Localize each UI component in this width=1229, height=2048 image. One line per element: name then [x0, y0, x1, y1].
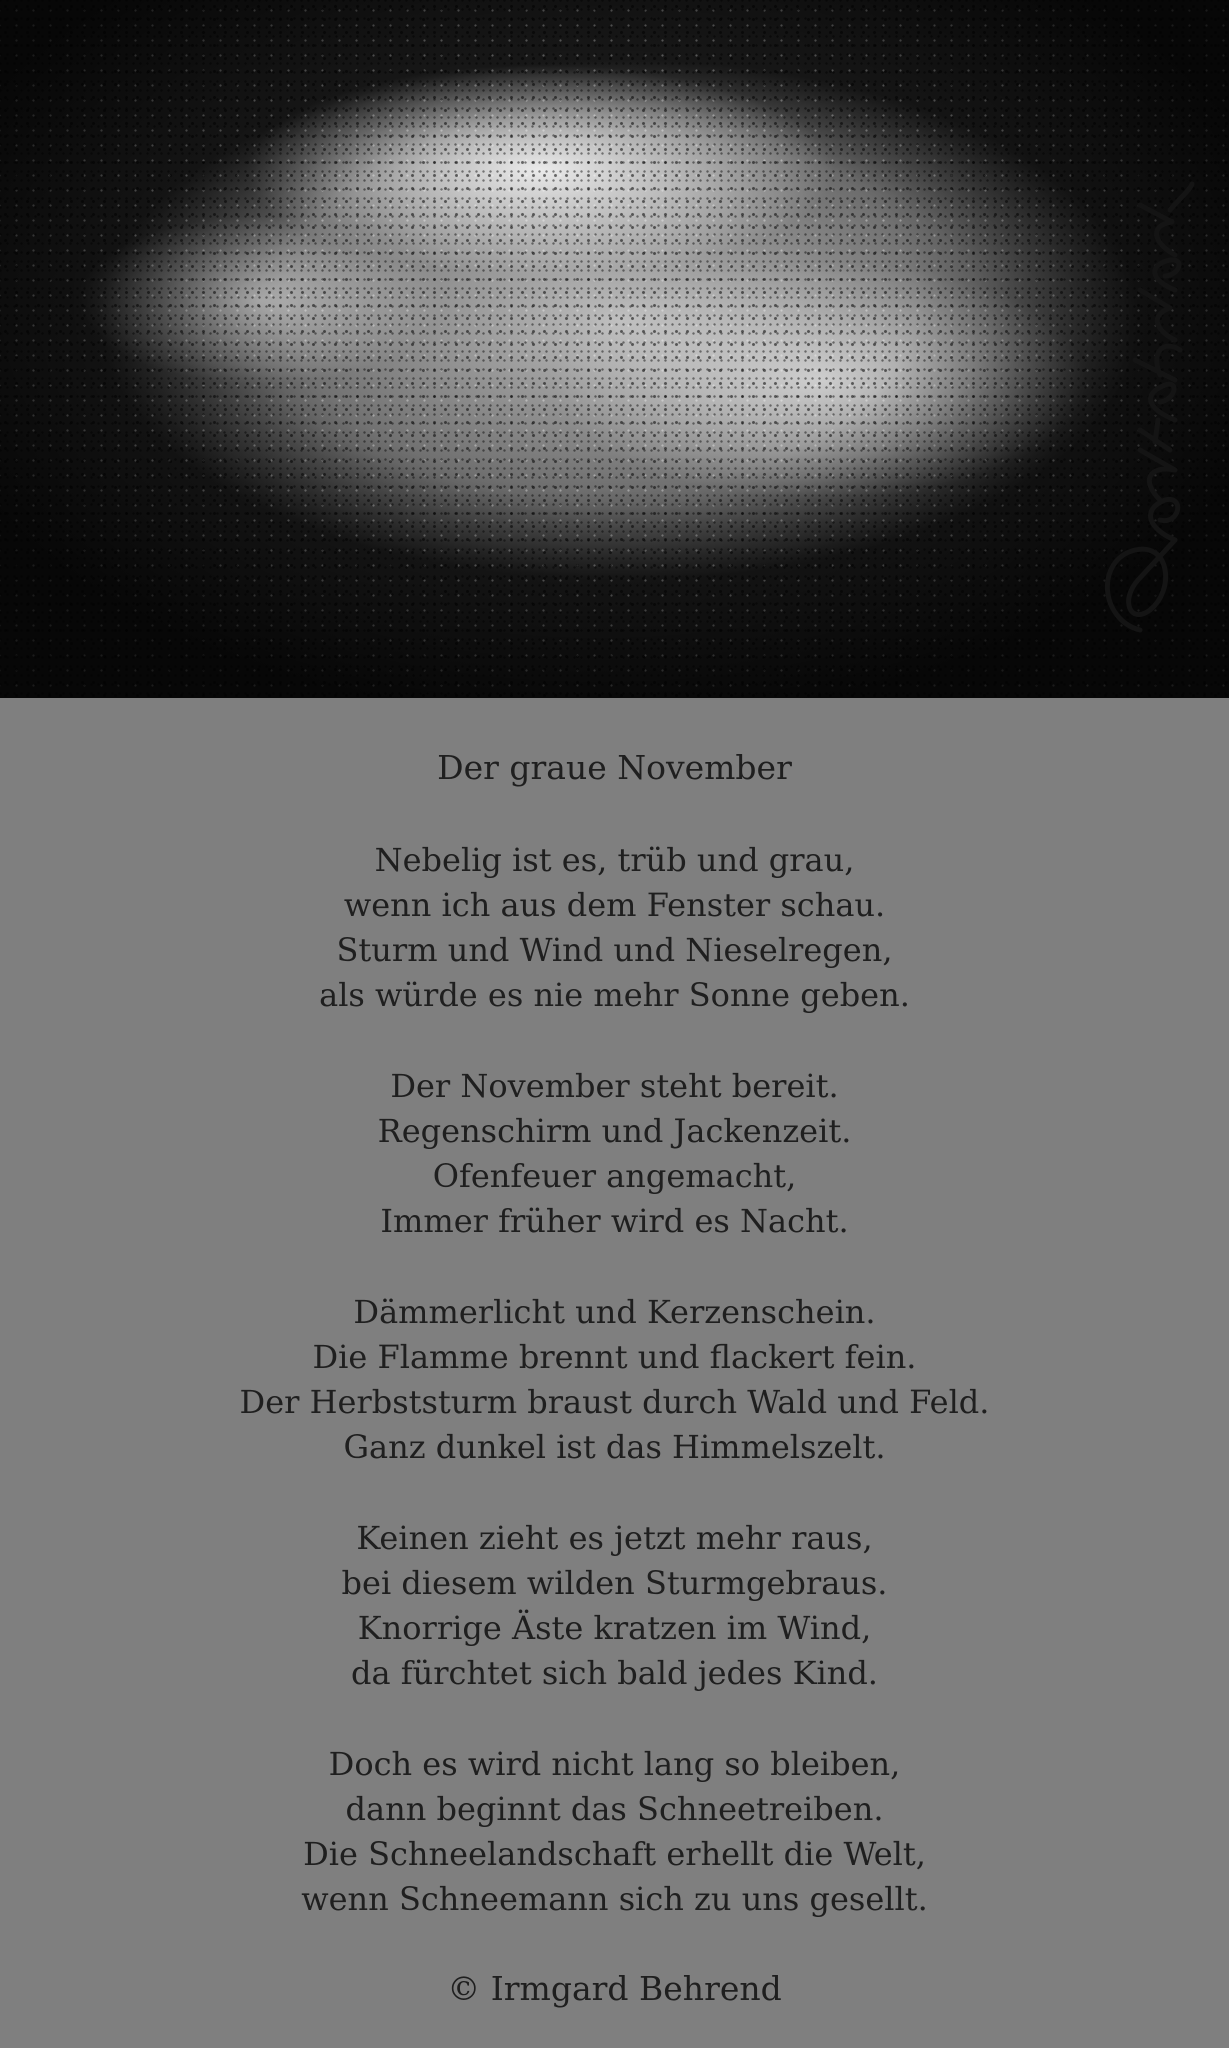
poem-line: Immer früher wird es Nacht. — [380, 1202, 849, 1240]
poem-line: Die Flamme brennt und flackert fein. — [312, 1338, 917, 1376]
poem-line: Knorrige Äste kratzen im Wind, — [357, 1609, 872, 1647]
poem-title: Der graue November — [437, 748, 792, 787]
stanza-2 — [0, 1064, 1229, 1244]
photo-vignette — [0, 0, 1229, 698]
poem-line: Ofenfeuer angemacht, — [432, 1157, 797, 1195]
signature-text: Gedichtezauber — [1080, 180, 1087, 181]
poem-line: Keinen zieht es jetzt mehr raus, — [356, 1519, 873, 1557]
signature-watermark — [1080, 180, 1200, 640]
poem-line: dann beginnt das Schneetreiben. — [345, 1790, 884, 1828]
stanza-4 — [0, 1516, 1229, 1696]
poem-line: wenn Schneemann sich zu uns gesellt. — [301, 1880, 928, 1918]
poem-line: Doch es wird nicht lang so bleiben, — [328, 1745, 901, 1783]
poem-line: Nebelig ist es, trüb und grau, — [374, 841, 855, 879]
poem-line: bei diesem wilden Sturmgebraus. — [341, 1564, 888, 1602]
stanza-1 — [0, 838, 1229, 1018]
poem-line: als würde es nie mehr Sonne geben. — [319, 976, 910, 1014]
copyright-author: © Irmgard Behrend — [447, 1969, 782, 2008]
stanza-3 — [0, 1290, 1229, 1470]
poem-line: Regenschirm und Jackenzeit. — [377, 1112, 852, 1150]
poem-line: Der November steht bereit. — [390, 1067, 839, 1105]
poem-line: Ganz dunkel ist das Himmelszelt. — [343, 1428, 886, 1466]
poem-line: Die Schneelandschaft erhellt die Welt, — [303, 1835, 926, 1873]
poem-panel — [0, 698, 1229, 2048]
stanza-5 — [0, 1742, 1229, 1922]
poem-line: Sturm und Wind und Nieselregen, — [336, 931, 893, 969]
poem-line: da fürchtet sich bald jedes Kind. — [351, 1654, 878, 1692]
rain-window-photo — [0, 0, 1229, 698]
poem-line: Der Herbststurm braust durch Wald und Feld. — [239, 1383, 990, 1421]
poem-line: Dämmerlicht und Kerzenschein. — [353, 1293, 876, 1331]
poem-line: wenn ich aus dem Fenster schau. — [343, 886, 886, 924]
